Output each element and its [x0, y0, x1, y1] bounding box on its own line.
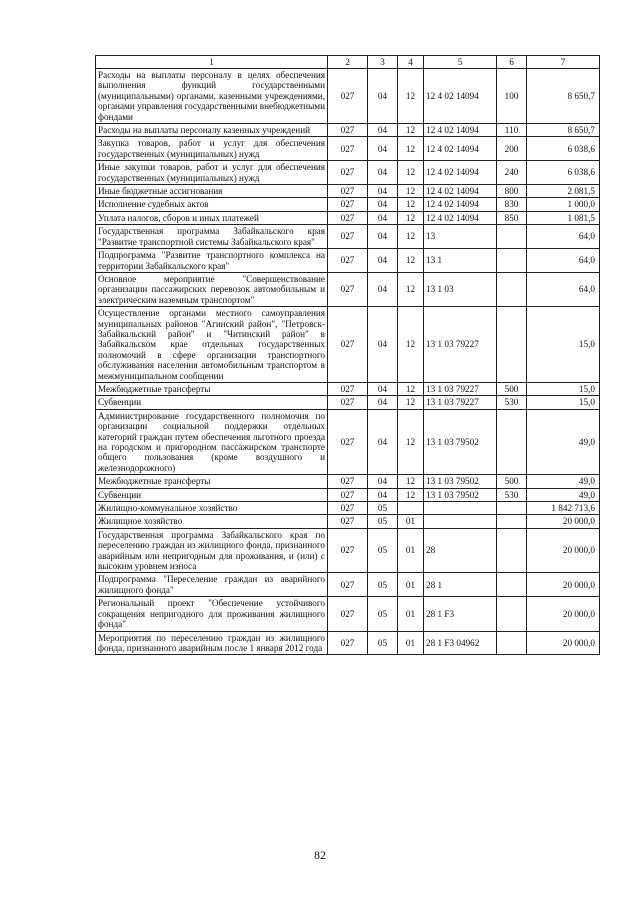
target-article-cell: 13 1 03 79502	[424, 488, 497, 501]
expense-type-cell	[497, 515, 527, 528]
subsection-cell: 12	[398, 124, 424, 137]
table-row	[96, 307, 600, 383]
amount-cell: 20 000,0	[527, 631, 600, 655]
section-cell: 05	[368, 515, 398, 528]
subsection-cell: 12	[398, 69, 424, 124]
table-row	[96, 161, 600, 185]
amount-cell: 2 081,5	[527, 185, 600, 198]
table-row	[96, 515, 600, 528]
subsection-cell: 01	[398, 528, 424, 573]
table-row	[96, 573, 600, 597]
target-article-cell: 28 1 F3	[424, 597, 497, 631]
subsection-cell: 12	[398, 409, 424, 474]
admin-code-cell: 027	[328, 272, 368, 306]
subsection-cell: 12	[398, 161, 424, 185]
subsection-cell: 12	[398, 211, 424, 224]
section-cell: 04	[368, 198, 398, 211]
section-cell: 04	[368, 185, 398, 198]
section-cell: 04	[368, 488, 398, 501]
section-cell: 04	[368, 396, 398, 409]
target-article-cell	[424, 515, 497, 528]
row-name-cell: Расходы на выплаты персоналу казенных учреждений	[96, 124, 328, 137]
amount-cell: 1 842 713,6	[527, 502, 600, 515]
admin-code-cell: 027	[328, 124, 368, 137]
target-article-cell: 12 4 02 14094	[424, 185, 497, 198]
amount-cell: 49,0	[527, 488, 600, 501]
target-article-cell: 28 1	[424, 573, 497, 597]
table-row	[96, 137, 600, 161]
amount-cell: 64,0	[527, 225, 600, 249]
section-cell: 04	[368, 382, 398, 395]
table-row	[96, 631, 600, 655]
expense-type-cell	[497, 573, 527, 597]
target-article-cell: 28	[424, 528, 497, 573]
column-header: 2	[328, 56, 368, 69]
section-cell: 05	[368, 502, 398, 515]
expense-type-cell: 500	[497, 382, 527, 395]
table-row	[96, 185, 600, 198]
row-name-cell: Иные бюджетные ассигнования	[96, 185, 328, 198]
column-header: 1	[96, 56, 328, 69]
column-header: 5	[424, 56, 497, 69]
expense-type-cell	[497, 249, 527, 273]
amount-cell: 1 081,5	[527, 211, 600, 224]
row-name-cell: Государственная программа Забайкальского края "Развитие транспортной системы Забайкальского края"	[96, 225, 328, 249]
section-cell: 04	[368, 272, 398, 306]
amount-cell: 20 000,0	[527, 573, 600, 597]
admin-code-cell: 027	[328, 631, 368, 655]
header-row	[96, 56, 600, 69]
section-cell: 04	[368, 137, 398, 161]
amount-cell: 64,0	[527, 249, 600, 273]
target-article-cell: 12 4 02 14094	[424, 198, 497, 211]
amount-cell: 6 038,6	[527, 161, 600, 185]
admin-code-cell: 027	[328, 409, 368, 474]
row-name-cell: Подпрограмма "Развитие транспортного комплекса на территории Забайкальского края"	[96, 249, 328, 273]
expense-type-cell: 110	[497, 124, 527, 137]
budget-table-sheet	[95, 55, 599, 655]
section-cell: 05	[368, 528, 398, 573]
section-cell: 05	[368, 573, 398, 597]
table-row	[96, 528, 600, 573]
table-row	[96, 225, 600, 249]
admin-code-cell: 027	[328, 137, 368, 161]
admin-code-cell: 027	[328, 225, 368, 249]
admin-code-cell: 027	[328, 211, 368, 224]
section-cell: 05	[368, 597, 398, 631]
row-name-cell: Закупка товаров, работ и услуг для обеспечения государственных (муниципальных) нужд	[96, 137, 328, 161]
amount-cell: 20 000,0	[527, 528, 600, 573]
row-name-cell: Уплата налогов, сборов и иных платежей	[96, 211, 328, 224]
amount-cell: 64,0	[527, 272, 600, 306]
expense-type-cell	[497, 307, 527, 383]
target-article-cell	[424, 502, 497, 515]
expense-type-cell	[497, 597, 527, 631]
section-cell: 04	[368, 249, 398, 273]
admin-code-cell: 027	[328, 69, 368, 124]
subsection-cell: 12	[398, 396, 424, 409]
subsection-cell: 12	[398, 488, 424, 501]
target-article-cell: 12 4 02 14094	[424, 124, 497, 137]
row-name-cell: Основное мероприятие "Совершенствование организации пассажирских перевозок автомобильным и электрическим наземным транспортом"	[96, 272, 328, 306]
row-name-cell: Региональный проект "Обеспечение устойчивого сокращения непригодного для проживания жилищного фонда"	[96, 597, 328, 631]
subsection-cell: 01	[398, 631, 424, 655]
table-row	[96, 597, 600, 631]
column-header: 6	[497, 56, 527, 69]
admin-code-cell: 027	[328, 528, 368, 573]
budget-table	[95, 55, 600, 655]
row-name-cell: Жилищное хозяйство	[96, 515, 328, 528]
section-cell: 04	[368, 225, 398, 249]
table-row	[96, 272, 600, 306]
amount-cell: 8 650,7	[527, 124, 600, 137]
subsection-cell: 01	[398, 597, 424, 631]
admin-code-cell: 027	[328, 161, 368, 185]
subsection-cell: 12	[398, 249, 424, 273]
table-row	[96, 198, 600, 211]
subsection-cell: 01	[398, 515, 424, 528]
section-cell: 04	[368, 409, 398, 474]
table-row	[96, 409, 600, 474]
amount-cell: 15,0	[527, 382, 600, 395]
admin-code-cell: 027	[328, 475, 368, 488]
table-body	[96, 56, 600, 655]
expense-type-cell: 850	[497, 211, 527, 224]
admin-code-cell: 027	[328, 573, 368, 597]
subsection-cell: 12	[398, 137, 424, 161]
expense-type-cell: 500	[497, 475, 527, 488]
expense-type-cell: 240	[497, 161, 527, 185]
row-name-cell: Государственная программа Забайкальского края по переселению граждан из жилищного фонда, признанного аварийным или непригодным для проживания, и (или) с высоким уровнем износа	[96, 528, 328, 573]
row-name-cell: Иные закупки товаров, работ и услуг для обеспечения государственных (муниципальных) нужд	[96, 161, 328, 185]
table-row	[96, 69, 600, 124]
amount-cell: 49,0	[527, 475, 600, 488]
table-row	[96, 249, 600, 273]
amount-cell: 20 000,0	[527, 515, 600, 528]
amount-cell: 6 038,6	[527, 137, 600, 161]
target-article-cell: 12 4 02 14094	[424, 161, 497, 185]
target-article-cell: 13	[424, 225, 497, 249]
target-article-cell: 13 1 03 79227	[424, 396, 497, 409]
admin-code-cell: 027	[328, 502, 368, 515]
target-article-cell: 13 1 03	[424, 272, 497, 306]
expense-type-cell: 530	[497, 396, 527, 409]
target-article-cell: 13 1	[424, 249, 497, 273]
expense-type-cell	[497, 631, 527, 655]
expense-type-cell: 800	[497, 185, 527, 198]
section-cell: 05	[368, 631, 398, 655]
amount-cell: 15,0	[527, 396, 600, 409]
table-row	[96, 124, 600, 137]
row-name-cell: Осуществление органами местного самоуправления муниципальных районов "Агинский район", "Петровск-Забайкальский район" и "Читинский район" в Забайкальском крае отдельных государственных полномочий в сфере организации транспортного обслуживания населения автомобильным транспортом в межмуниципальном сообщении	[96, 307, 328, 383]
column-header: 3	[368, 56, 398, 69]
admin-code-cell: 027	[328, 597, 368, 631]
target-article-cell: 12 4 02 14094	[424, 69, 497, 124]
admin-code-cell: 027	[328, 185, 368, 198]
target-article-cell: 12 4 02 14094	[424, 211, 497, 224]
subsection-cell: 12	[398, 475, 424, 488]
row-name-cell: Администрирование государственного полномочия по организации социальной поддержки отдельных категорий граждан путем обеспечения льготного проезда на городском и пригородном пассажирском транспорте общего пользования (кроме воздушного и железнодорожного)	[96, 409, 328, 474]
table-row	[96, 396, 600, 409]
subsection-cell: 12	[398, 382, 424, 395]
row-name-cell: Расходы на выплаты персоналу в целях обеспечения выполнения функций государственными (муниципальными) органами, казенными учреждениями, органами управления государственными внебюджетными фондами	[96, 69, 328, 124]
section-cell: 04	[368, 161, 398, 185]
admin-code-cell: 027	[328, 396, 368, 409]
table-row	[96, 488, 600, 501]
section-cell: 04	[368, 211, 398, 224]
subsection-cell: 12	[398, 225, 424, 249]
row-name-cell: Мероприятия по переселению граждан из жилищного фонда, признанного аварийным после 1 января 2012 года	[96, 631, 328, 655]
target-article-cell: 28 1 F3 04962	[424, 631, 497, 655]
target-article-cell: 13 1 03 79502	[424, 475, 497, 488]
admin-code-cell: 027	[328, 488, 368, 501]
subsection-cell: 01	[398, 573, 424, 597]
row-name-cell: Межбюджетные трансферты	[96, 382, 328, 395]
expense-type-cell: 200	[497, 137, 527, 161]
expense-type-cell: 830	[497, 198, 527, 211]
amount-cell: 1 000,0	[527, 198, 600, 211]
amount-cell: 15,0	[527, 307, 600, 383]
amount-cell: 49,0	[527, 409, 600, 474]
admin-code-cell: 027	[328, 307, 368, 383]
target-article-cell: 13 1 03 79502	[424, 409, 497, 474]
admin-code-cell: 027	[328, 515, 368, 528]
admin-code-cell: 027	[328, 249, 368, 273]
section-cell: 04	[368, 124, 398, 137]
target-article-cell: 13 1 03 79227	[424, 307, 497, 383]
table-row	[96, 502, 600, 515]
page-number: 82	[314, 848, 326, 862]
subsection-cell	[398, 502, 424, 515]
admin-code-cell: 027	[328, 382, 368, 395]
row-name-cell: Жилищно-коммунальное хозяйство	[96, 502, 328, 515]
row-name-cell: Подпрограмма "Переселение граждан из аварийного жилищного фонда"	[96, 573, 328, 597]
expense-type-cell	[497, 409, 527, 474]
row-name-cell: Межбюджетные трансферты	[96, 475, 328, 488]
target-article-cell: 13 1 03 79227	[424, 382, 497, 395]
subsection-cell: 12	[398, 272, 424, 306]
expense-type-cell	[497, 502, 527, 515]
amount-cell: 20 000,0	[527, 597, 600, 631]
subsection-cell: 12	[398, 307, 424, 383]
target-article-cell: 12 4 02 14094	[424, 137, 497, 161]
row-name-cell: Исполнение судебных актов	[96, 198, 328, 211]
row-name-cell: Субвенции	[96, 396, 328, 409]
admin-code-cell: 027	[328, 198, 368, 211]
table-row	[96, 382, 600, 395]
expense-type-cell	[497, 528, 527, 573]
amount-cell: 8 650,7	[527, 69, 600, 124]
table-row	[96, 475, 600, 488]
column-header: 4	[398, 56, 424, 69]
section-cell: 04	[368, 307, 398, 383]
column-header: 7	[527, 56, 600, 69]
subsection-cell: 12	[398, 198, 424, 211]
subsection-cell: 12	[398, 185, 424, 198]
expense-type-cell	[497, 225, 527, 249]
expense-type-cell: 100	[497, 69, 527, 124]
row-name-cell: Субвенции	[96, 488, 328, 501]
section-cell: 04	[368, 69, 398, 124]
section-cell: 04	[368, 475, 398, 488]
expense-type-cell	[497, 272, 527, 306]
table-row	[96, 211, 600, 224]
expense-type-cell: 530	[497, 488, 527, 501]
